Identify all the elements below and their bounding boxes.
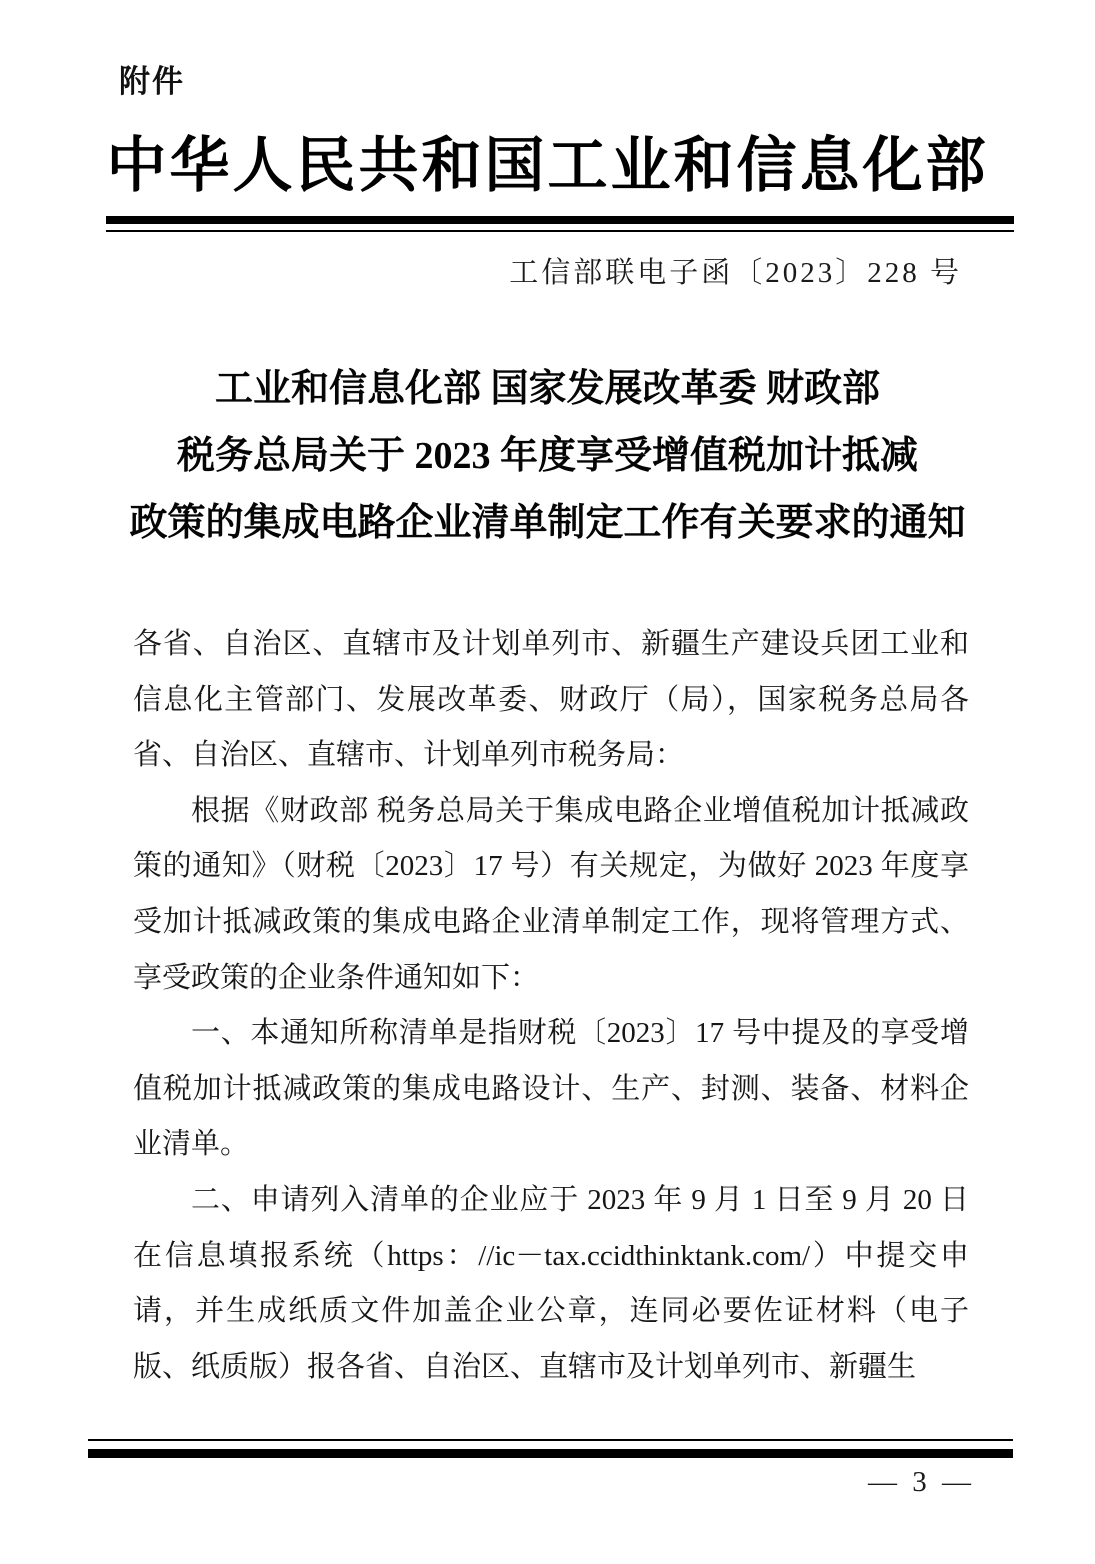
item-1-paragraph: 一、本通知所称清单是指财税〔2023〕17 号中提及的享受增值税加计抵减政策的集成电路设计、生产、封测、装备、材料企业清单。: [133, 1017, 969, 1161]
intro-paragraph: 根据《财政部 税务总局关于集成电路企业增值税加计抵减政策的通知》（财税〔2023〕17 号）有关规定，为做好 2023 年度享受加计抵减政策的集成电路企业清单制定工作，现将管理方式、享受政策的企业条件通知如下：: [133, 794, 969, 994]
masthead-rule-thin: [106, 230, 1014, 232]
document-title: [100, 356, 995, 557]
item-2-paragraph: 二、申请列入清单的企业应于 2023 年 9 月 1 日至 9 月 20 日在信息填报系统（https：//ic－tax.ccidthinktank.com/）中提交申请，并生成纸质文件加盖企业公章，连同必要佐证材料（电子版、纸质版）报各省、自治区、直辖市及计划单列市、新疆生: [133, 1183, 969, 1383]
footer-rule-thick: [88, 1449, 1013, 1458]
masthead-rule-thick: [106, 216, 1014, 224]
document-number: 工信部联电子函〔2023〕228 号: [509, 257, 962, 289]
page-number: — 3 —: [868, 1466, 975, 1498]
title-line-1: 工业和信息化部 国家发展改革委 财政部: [214, 368, 880, 410]
masthead-org-name: 中华人民共和国工业和信息化部: [106, 133, 989, 199]
salutation-paragraph: 各省、自治区、直辖市及计划单列市、新疆生产建设兵团工业和信息化主管部门、发展改革委、财政厅（局），国家税务总局各省、自治区、直辖市、计划单列市税务局：: [133, 628, 969, 772]
document-body: [133, 617, 969, 1395]
title-line-2: 税务总局关于 2023 年度享受增值税加计抵减: [176, 435, 918, 477]
footer-rule-thin: [88, 1439, 1013, 1441]
title-line-3: 政策的集成电路企业清单制定工作有关要求的通知: [129, 502, 966, 544]
attachment-label: 附件: [119, 64, 185, 99]
